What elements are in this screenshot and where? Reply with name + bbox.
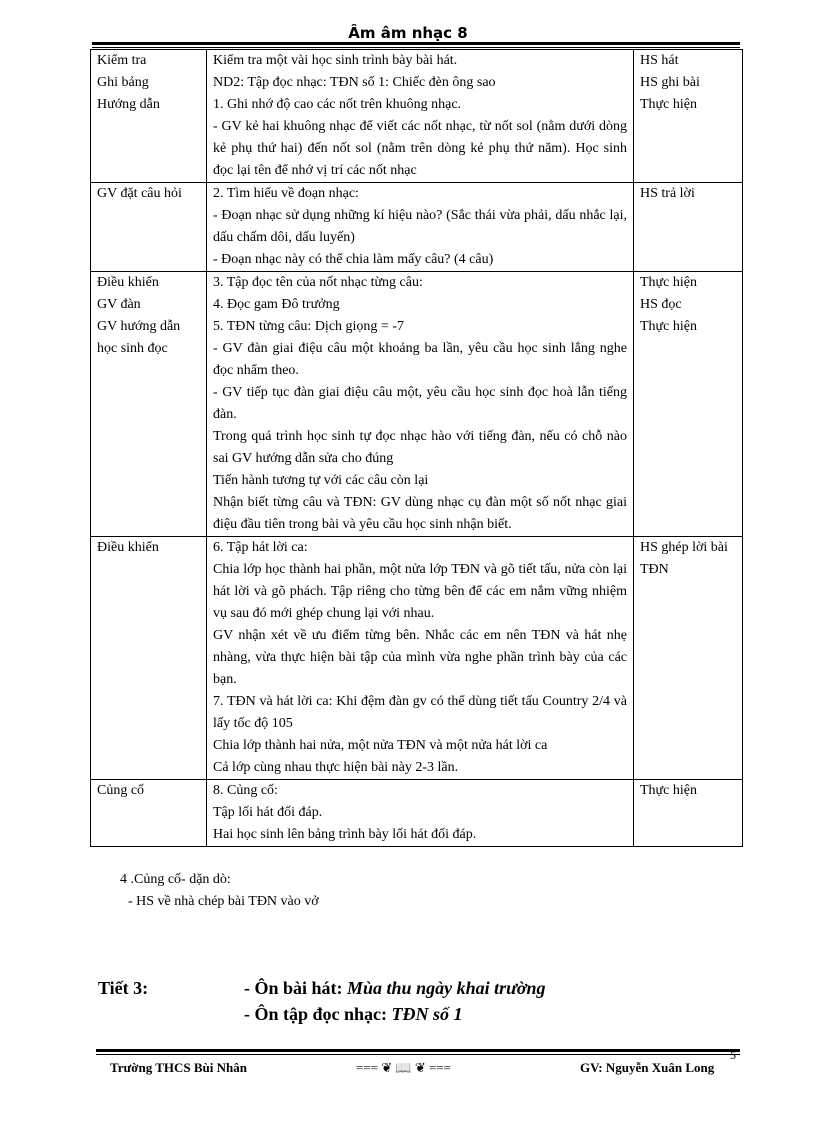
activity-cell [91, 537, 207, 780]
cell-line: - GV kẻ hai khuông nhạc để viết các nốt nhạc, từ nốt sol (nằm dưới dòng kẻ phụ thứ hai) đến nốt sol (nằm trên dòng kẻ phụ thứ năm). Học sinh đọc lại tên để nhớ vị trí các nốt nhạc [213, 119, 627, 178]
content-cell [207, 183, 634, 272]
footer-teacher: GV: Nguyễn Xuân Long [580, 1060, 715, 1075]
table-row [91, 780, 743, 847]
cell-line: Hai học sinh lên bảng trình bày lối hát đối đáp. [213, 827, 477, 842]
next-lesson-item-reading [244, 1004, 463, 1025]
footer-ornament: === ❦ 📖 ❦ === [356, 1060, 451, 1075]
next-lesson-label: Tiết 3: [98, 978, 149, 998]
footer-rule [96, 1049, 740, 1052]
cell-line: - Đoạn nhạc sử dụng những kí hiệu nào? (Sắc thái vừa phải, dấu nhắc lại, dấu chấm dôi, dấu luyến) [213, 208, 627, 245]
cell-line: HS đọc [640, 297, 682, 312]
table-row [91, 183, 743, 272]
cell-line: GV đàn [97, 297, 141, 312]
cell-line: Nhận biết từng câu và TĐN: GV dùng nhạc cụ đàn một số nốt nhạc giai điệu đầu tiên trong bài và yêu cầu học sinh nhận biết. [213, 495, 627, 532]
cell-line: Tiến hành tương tự với các câu còn lại [213, 473, 429, 488]
table-row [91, 537, 743, 780]
header-rule [92, 42, 740, 45]
reading-title: TĐN số 1 [391, 1004, 463, 1024]
cell-line: ND2: Tập đọc nhạc: TĐN số 1: Chiếc đèn ông sao [213, 75, 496, 90]
content-cell [207, 272, 634, 537]
table-row [91, 50, 743, 183]
cell-line: 2. Tìm hiểu về đoạn nhạc: [213, 186, 359, 201]
footer-rule-thin [96, 1054, 740, 1055]
page-number: 5 [730, 1048, 736, 1062]
cell-line: 1. Ghi nhớ độ cao các nốt trên khuông nhạc. [213, 97, 462, 112]
cell-line: 6. Tập hát lời ca: [213, 540, 308, 555]
cell-line: Cả lớp cùng nhau thực hiện bài này 2-3 lần. [213, 760, 459, 775]
cell-line: GV nhận xét về ưu điểm từng bên. Nhắc các em nên TĐN và hát nhẹ nhàng, vừa thực hiện bài tập của mình vừa nghe phần trình bày của các bạn. [213, 628, 627, 687]
student-cell [634, 183, 743, 272]
cell-line: Điều khiển [97, 275, 159, 290]
cell-line: HS trả lời [640, 186, 695, 201]
content-cell [207, 537, 634, 780]
activity-cell [91, 183, 207, 272]
content-cell [207, 780, 634, 847]
item-prefix: - Ôn bài hát: [244, 978, 343, 998]
lesson-table [90, 49, 743, 847]
cell-line: 8. Củng cố: [213, 783, 278, 798]
cell-line: - GV tiếp tục đàn giai điệu câu một, yêu cầu học sinh đọc hoà lẫn tiếng đàn. [213, 385, 627, 422]
cell-line: HS ghép lời bài TĐN [640, 540, 728, 577]
cell-line: Điều khiển [97, 540, 159, 555]
page-header-title: Âm âm nhạc 8 [348, 24, 468, 42]
cell-line: Tập lối hát đối đáp. [213, 805, 323, 820]
cell-line: Hướng dẫn [97, 97, 160, 112]
cell-line: GV hướng dẫn học sinh đọc [97, 319, 181, 356]
cell-line: HS hát [640, 53, 679, 68]
activity-cell [91, 50, 207, 183]
table-row [91, 272, 743, 537]
song-title: Mùa thu ngày khai trường [347, 978, 546, 998]
cell-line: Chia lớp học thành hai phần, một nửa lớp TĐN và gõ tiết tấu, nửa còn lại hát lời và gõ phách. Tập riêng cho từng bên để các em nắm vững nhiệm vụ sau đó mới ghép chung lại với nhau. [213, 562, 627, 621]
cell-line: Thực hiện [640, 319, 697, 334]
activity-cell [91, 780, 207, 847]
cell-line: HS ghi bài [640, 75, 700, 90]
cell-line: - Đoạn nhạc này có thể chia làm mấy câu? (4 câu) [213, 252, 494, 267]
cell-line: Kiểm tra một vài học sinh trình bày bài hát. [213, 53, 458, 68]
cell-line: Thực hiện [640, 783, 697, 798]
cell-line: - GV đàn giai điệu câu một khoảng ba lần, yêu cầu học sinh lắng nghe đọc nhẩm theo. [213, 341, 627, 378]
homework-line: - HS về nhà chép bài TĐN vào vở [128, 894, 319, 909]
header-rule-thin [92, 47, 740, 48]
cell-line: Chia lớp thành hai nửa, một nửa TĐN và một nửa hát lời ca [213, 738, 548, 753]
student-cell [634, 537, 743, 780]
summary-heading: 4 .Củng cố- dặn dò: [120, 872, 231, 887]
cell-line: 7. TĐN và hát lời ca: Khi đệm đàn gv có thể dùng tiết tấu Country 2/4 và lấy tốc độ 105 [213, 694, 627, 731]
cell-line: GV đặt câu hỏi [97, 186, 182, 201]
cell-line: Ghi bảng [97, 75, 149, 90]
student-cell [634, 272, 743, 537]
cell-line: Thực hiện [640, 97, 697, 112]
cell-line: 3. Tập đọc tên của nốt nhạc từng câu: [213, 275, 423, 290]
cell-line: 5. TĐN từng câu: Dịch giọng = -7 [213, 319, 404, 334]
next-lesson-item-song [244, 978, 546, 999]
cell-line: Củng cố [97, 783, 145, 798]
activity-cell [91, 272, 207, 537]
cell-line: Kiểm tra [97, 53, 147, 68]
cell-line: Thực hiện [640, 275, 697, 290]
content-cell [207, 50, 634, 183]
student-cell [634, 50, 743, 183]
cell-line: Trong quá trình học sinh tự đọc nhạc hào với tiếng đàn, nếu có chỗ nào sai GV hướng dẫn sửa cho đúng [213, 429, 627, 466]
footer-school: Trường THCS Bùi Nhân [110, 1060, 247, 1075]
student-cell [634, 780, 743, 847]
cell-line: 4. Đọc gam Đô trưởng [213, 297, 340, 312]
item-prefix: - Ôn tập đọc nhạc: [244, 1004, 388, 1024]
